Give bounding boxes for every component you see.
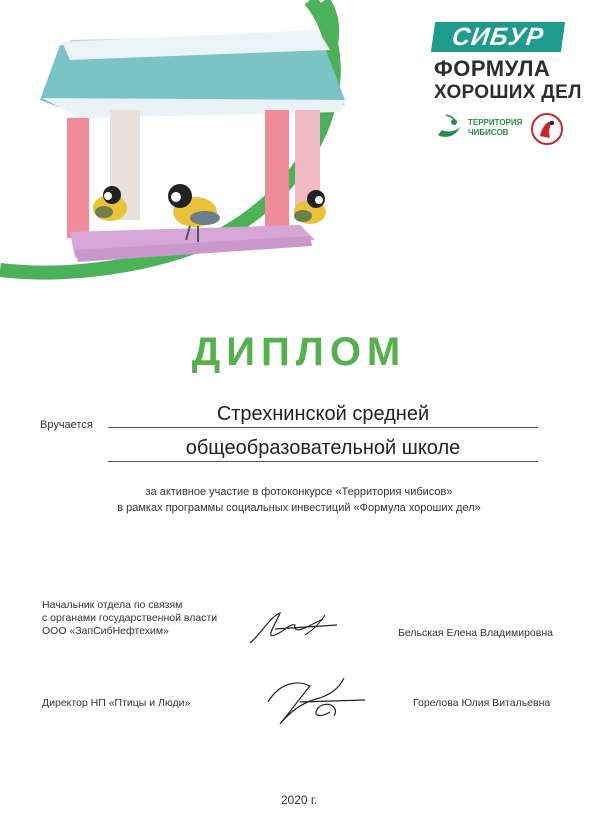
formula-logo-line1: ФОРМУЛА [434,56,551,81]
recipient-line1: Стрехнинской средней [108,401,538,428]
document-title: ДИПЛОМ [191,330,407,374]
signature1-image [245,605,340,650]
partner-name: ТЕРРИТОРИЯ ЧИБИСОВ [468,118,523,137]
sibur-logo: СИБУР [431,22,565,52]
lapwing-logo-icon [434,113,464,143]
signature2-image [260,672,370,732]
signatory1-title: Начальник отдела по связям с органами государственной власти ООО «ЗапСибНефтехим» [42,599,218,637]
signatory1-name: Бельская Елена Владимировна [398,627,553,639]
awarded-label: Вручается [40,419,93,431]
formula-logo-line2: ХОРОШИХ ДЕЛ [434,82,582,103]
reason-line1: за активное участие в фотоконкурсе «Территория чибисов» [145,486,453,498]
reason-line2: в рамках программы социальных инвестиций «Формула хороших дел» [117,502,481,514]
birds-and-people-logo-icon [530,112,564,146]
signatory2-title: Директор НП «Птицы и Люди» [42,697,191,709]
award-reason [0,484,598,516]
year: 2020 г. [280,793,318,807]
signatory2-name: Горелова Юлия Витальевна [413,697,551,709]
recipient-line2: общеобразовательной школе [108,435,538,462]
